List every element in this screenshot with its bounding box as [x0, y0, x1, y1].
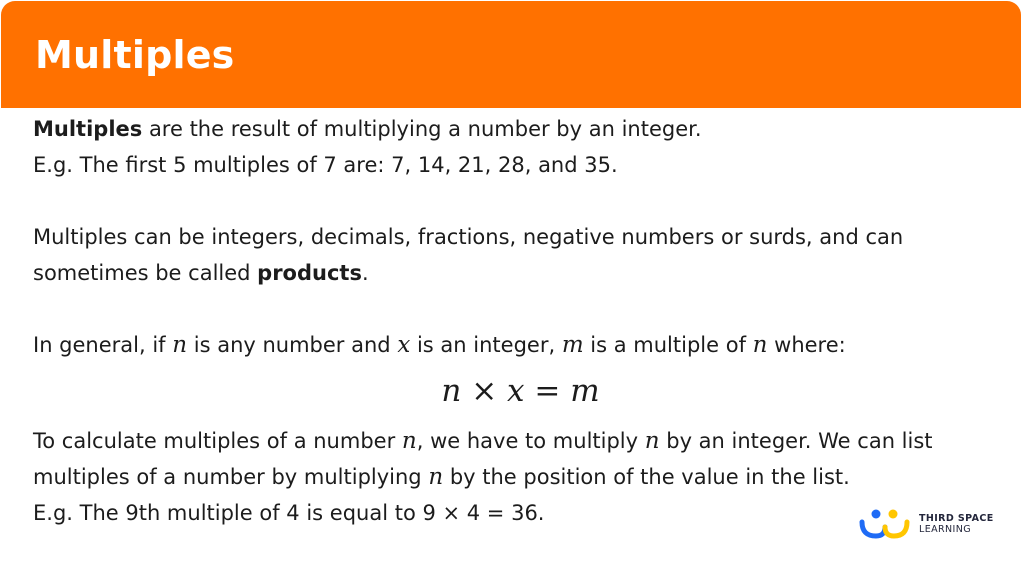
logo-mark-icon: [859, 509, 911, 539]
slide-card: [1, 1, 1021, 577]
eq-n: n: [441, 373, 462, 409]
general-text-4: is a multiple of: [583, 333, 753, 357]
logo-line-1: THIRD SPACE: [919, 513, 994, 524]
types-text: Multiples can be integers, decimals, fractions, negative numbers or surds, and can sometimes be called: [33, 225, 904, 285]
general-text-5: where:: [767, 333, 846, 357]
general-paragraph: [33, 327, 1008, 363]
term-multiples: Multiples: [33, 117, 143, 141]
header-bar: [1, 1, 1021, 108]
types-end: .: [361, 261, 369, 285]
eq-equals: =: [534, 373, 561, 409]
types-paragraph: [33, 219, 1008, 291]
calc-text-4: by the position of the value in the list.: [443, 465, 850, 489]
var-n: n: [644, 428, 660, 454]
var-n: n: [428, 464, 444, 490]
equation: [33, 365, 1008, 417]
var-n: n: [401, 428, 417, 454]
page-title: Multiples: [35, 32, 235, 77]
third-space-learning-logo: [859, 509, 994, 539]
example-multiples-of-7: E.g. The first 5 multiples of 7 are: 7, 14, 21, 28, and 35.: [33, 153, 618, 177]
general-text-3: is an integer,: [410, 333, 562, 357]
content-body: [33, 111, 1008, 531]
var-m: m: [561, 332, 584, 358]
general-text-2: is any number and: [187, 333, 398, 357]
eq-x: x: [507, 373, 525, 409]
example-9th-multiple: E.g. The 9th multiple of 4 is equal to 9 × 4 = 36.: [33, 501, 545, 525]
eq-m: m: [570, 373, 600, 409]
general-text-1: In general, if: [33, 333, 173, 357]
logo-line-2: LEARNING: [919, 524, 971, 535]
term-products: products: [257, 261, 362, 285]
calc-text-2: , we have to multiply: [416, 429, 645, 453]
eq-times: ×: [471, 373, 498, 409]
var-n: n: [172, 332, 188, 358]
calc-text-3: by an integer. We can list multiples of a number by multiplying: [33, 429, 933, 489]
var-x: x: [397, 332, 411, 358]
var-n: n: [752, 332, 768, 358]
definition-paragraph: [33, 111, 1008, 183]
calc-text-1: To calculate multiples of a number: [33, 429, 402, 453]
logo-text: [919, 513, 994, 535]
definition-text: are the result of multiplying a number by an integer.: [142, 117, 702, 141]
